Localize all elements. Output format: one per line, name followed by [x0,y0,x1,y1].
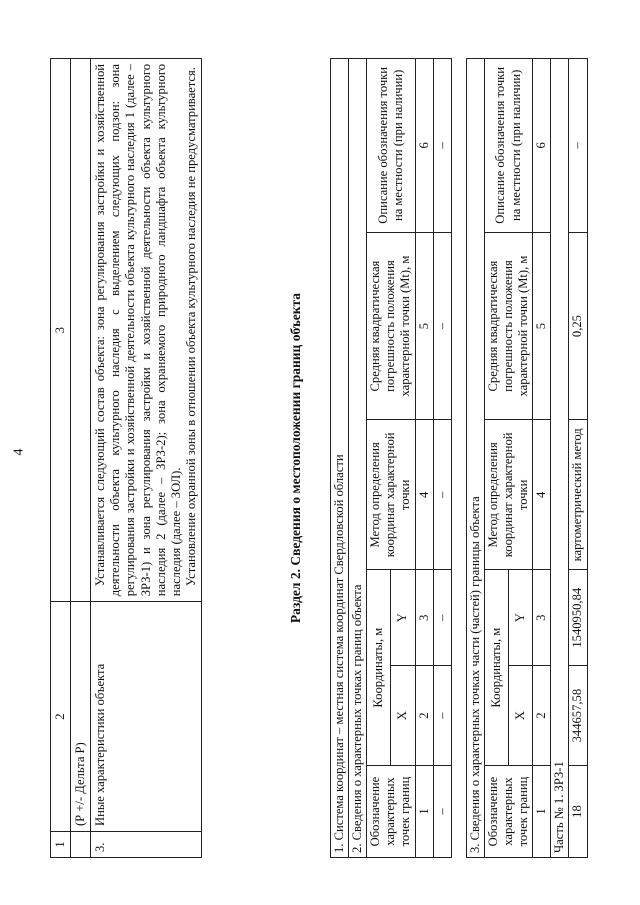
section-title: Раздел 2. Сведения о местоположении границ объекта [288,292,303,624]
spacer-row [451,59,466,858]
col-number: 2 [415,666,433,766]
header-col-3: 3 [51,59,71,602]
header-description: Описание обозначения точки на местности (при наличии) [367,59,415,233]
col-number: 1 [533,766,551,858]
table-row [569,59,587,858]
coordinate-system: 1. Система координат – местная система координат Свердловской области [331,59,349,858]
col-number: 3 [533,570,551,666]
col-number: 1 [415,766,433,858]
point-error: 0,25 [569,232,587,420]
carry-over-row [71,59,91,858]
header-row-2 [484,59,508,858]
header-y: Y [509,570,533,666]
col-number: 6 [533,59,551,233]
coordinate-system-row [331,59,349,858]
point-method: картометрический метод [569,420,587,570]
header-error: Средняя квадратическая погрешность положения характерной точки (Mt), м [367,232,415,420]
row-number: 3. [91,832,202,858]
header-method: Метод определения координат характерной точки [367,420,415,570]
section-2-title: 2. Сведения о характерных точках границ объекта [349,59,367,858]
column-numbers-row-2 [533,59,551,858]
section-3-title: 3. Сведения о характерных точках части (частей) границы объекта [466,59,484,858]
header-col-2: 2 [51,602,71,832]
col-number: 2 [533,666,551,766]
row-name: Иные характеристики объекта [91,602,202,832]
col-number: 5 [533,232,551,420]
header-col-1: 1 [51,832,71,858]
point-x: 344657,58 [569,666,587,766]
header-error: Средняя квадратическая погрешность положения характерной точки (Mt), м [484,232,532,420]
boundary-coordinates-table [330,58,588,858]
part-title-row [551,59,569,858]
column-numbers-row [415,59,433,858]
table-cell: – [433,59,451,233]
col-number: 4 [415,420,433,570]
header-designation: Обозначение характерных точек границ [484,766,532,858]
row-description [91,59,202,602]
table-cell: – [433,666,451,766]
description-paragraph-1: Устанавливается следующий состав объекта: зона регулирования застройки и хозяйственной деятельности объекта культурного наследия с выделением следующих подзон: зона регулирования застройки и хозяйственной деятельности объекта культурного наследия 1 (далее – ЗРЗ-1) и зона регулирования застройки и хозяйственной деятельности объекта культурного наследия 2 (далее – ЗРЗ-2); зона охраняемого природного ландшафта объекта культурного наследия (далее – ЗОЛ). [93,64,183,597]
table-row [91,59,202,858]
point-number: 18 [569,766,587,858]
description-paragraph-2: Установление охранной зоны в отношении объекта культурного наследия не предусматривается. [183,67,198,587]
section-3-title-row [466,59,484,858]
section-2-data-row [433,59,451,858]
page-number: 4 [11,448,27,456]
rotated-page-content [50,58,610,858]
carry-empty-cell [71,832,91,858]
carry-empty-cell-3 [71,59,91,602]
col-number: 3 [415,570,433,666]
table-cell: – [433,766,451,858]
table-header-row [51,59,71,858]
table-cell: – [433,570,451,666]
part-title: Часть № 1. ЗРЗ-1 [551,59,569,858]
header-designation: Обозначение характерных точек границ [367,766,415,858]
spacer-cell [451,59,466,858]
header-coordinates: Координаты, м [367,570,391,766]
header-x: X [391,666,415,766]
point-description: – [569,59,587,233]
col-number: 5 [415,232,433,420]
header-coordinates: Координаты, м [484,570,508,766]
header-y: Y [391,570,415,666]
col-number: 6 [415,59,433,233]
col-number: 4 [533,420,551,570]
section-2-title-row [349,59,367,858]
table-cell: – [433,420,451,570]
header-description: Описание обозначения точки на местности (при наличии) [484,59,532,233]
header-row [367,59,391,858]
point-y: 1540950,84 [569,570,587,666]
table-cell: – [433,232,451,420]
carry-cell: (Р +/- Дельта Р) [71,602,91,832]
header-method: Метод определения координат характерной точки [484,420,532,570]
header-x: X [509,666,533,766]
object-characteristics-table [50,58,202,858]
